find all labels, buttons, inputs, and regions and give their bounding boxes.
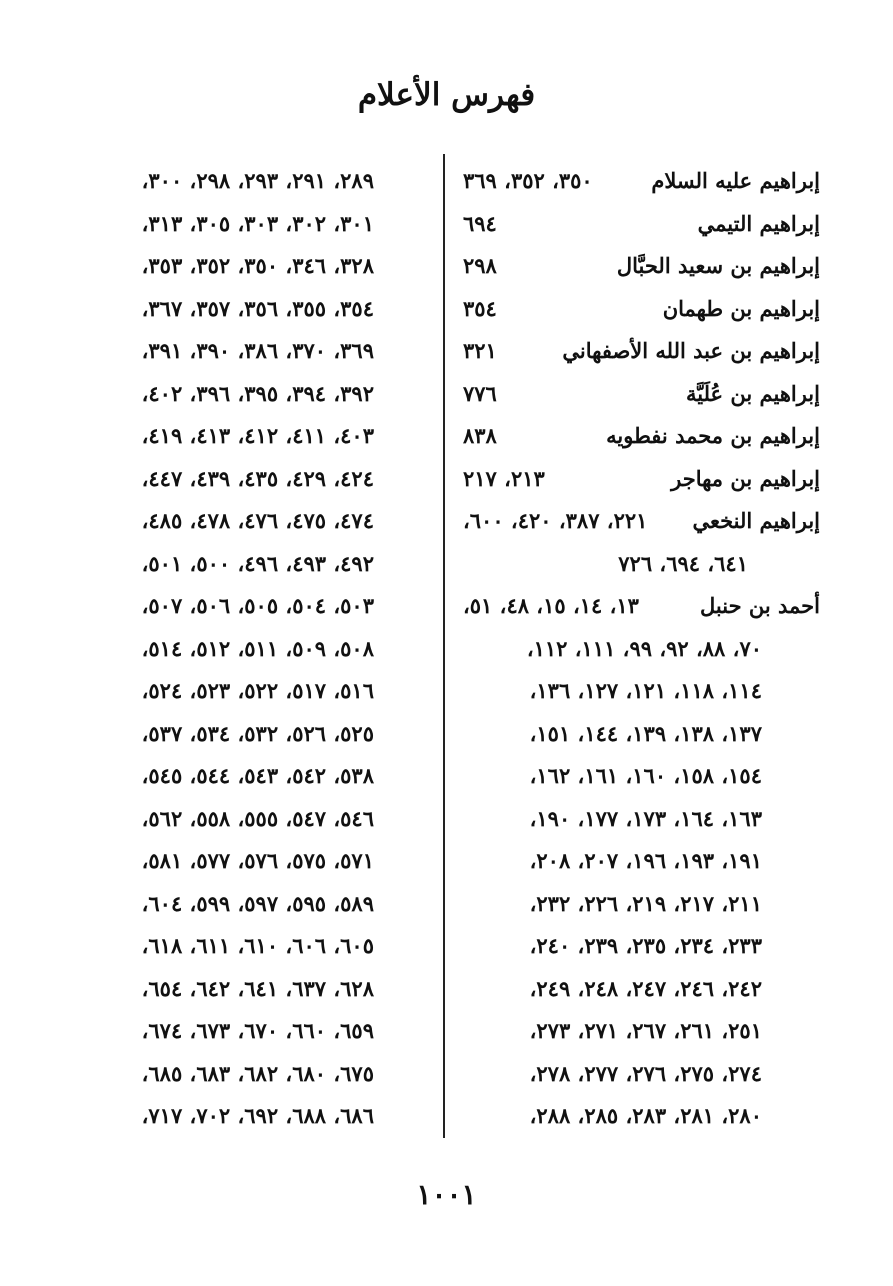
entry-pages: ٦٩٤ [463,210,497,236]
index-entry [455,458,820,501]
entry-pages-continuation: ٢٨٠، ٢٨١، ٢٨٣، ٢٨٥، ٢٨٨، [529,1103,762,1128]
page-numbers-row: ٥٧١، ٥٧٥، ٥٧٦، ٥٧٧، ٥٨١، [141,848,374,873]
entry-pages: ٢١٣، ٢١٧ [463,465,545,491]
index-entry [455,373,820,416]
entry-name: إبراهيم بن طهمان [662,295,820,321]
entry-name: إبراهيم النخعي [692,508,820,533]
pages-column [70,160,374,1138]
entry-name: إبراهيم بن عُلَيَّة [685,380,820,406]
entry-pages-continuation: ١٥٤، ١٥٨، ١٦٠، ١٦١، ١٦٢، [529,763,762,788]
page-numbers-row: ٦٠٥، ٦٠٦، ٦١٠، ٦١١، ٦١٨، [141,933,374,958]
index-entry [455,330,820,373]
page-numbers-row: ٦٨٦، ٦٨٨، ٦٩٢، ٧٠٢، ٧١٧، [141,1103,374,1128]
page-numbers-row: ٣٩٢، ٣٩٤، ٣٩٥، ٣٩٦، ٤٠٢، [141,380,374,406]
index-entry [455,245,820,288]
page-numbers-row: ٥٠٨، ٥٠٩، ٥١١، ٥١٢، ٥١٤، [141,635,374,661]
page-numbers-row: ٣٥٤، ٣٥٥، ٣٥٦، ٣٥٧، ٣٦٧، [141,295,374,321]
page-numbers-row: ٣٦٩، ٣٧٠، ٣٨٦، ٣٩٠، ٣٩١، [141,338,374,363]
index-entry [455,415,820,458]
entry-name: إبراهيم بن محمد نفطويه [606,423,820,448]
entry-pages-continuation: ١٣٧، ١٣٨، ١٣٩، ١٤٤، ١٥١، [529,720,762,746]
page-numbers-row: ٥٣٨، ٥٤٢، ٥٤٣، ٥٤٤، ٥٤٥، [141,763,374,788]
entry-pages: ٢٢١، ٣٨٧، ٤٢٠، ٦٠٠، [463,508,648,533]
page-numbers-row: ٣٠١، ٣٠٢، ٣٠٣، ٣٠٥، ٣١٣، [141,210,374,236]
entry-pages-continuation: ٢٧٤، ٢٧٥، ٢٧٦، ٢٧٧، ٢٧٨، [529,1060,762,1086]
entry-pages: ٣٥٤ [463,295,497,321]
entry-pages: ٢٩٨ [463,253,497,278]
page-number: ١٠٠١ [416,1178,477,1211]
page-numbers-row: ٢٨٩، ٢٩١، ٢٩٣، ٢٩٨، ٣٠٠، [141,168,374,193]
column-divider [443,154,445,1138]
entry-pages-continuation: ٢٣٣، ٢٣٤، ٢٣٥، ٢٣٩، ٢٤٠، [529,933,762,958]
entry-pages-continuation: ٢٥١، ٢٦١، ٢٦٧، ٢٧١، ٢٧٣، [529,1018,762,1043]
entry-name: إبراهيم بن مهاجر [671,465,820,491]
entry-pages-continuation: ٧٠، ٨٨، ٩٢، ٩٩، ١١١، ١١٢، [526,635,762,661]
entry-name: إبراهيم بن سعيد الحبَّال [616,253,820,278]
entry-pages-continuation: ٢١١، ٢١٧، ٢١٩، ٢٢٦، ٢٣٢، [529,890,762,916]
page-numbers-row: ٤٠٣، ٤١١، ٤١٢، ٤١٣، ٤١٩، [141,423,374,448]
page-numbers-row: ٤٩٢، ٤٩٣، ٤٩٦، ٥٠٠، ٥٠١، [141,550,374,576]
entry-pages: ٣٥٠، ٣٥٢، ٣٦٩ [463,168,593,193]
page-numbers-row: ٥٠٣، ٥٠٤، ٥٠٥، ٥٠٦، ٥٠٧، [141,593,374,618]
entry-name: إبراهيم عليه السلام [651,168,820,193]
entry-name: إبراهيم بن عبد الله الأصفهاني [562,338,820,363]
entry-pages-continuation: ١٦٣، ١٦٤، ١٧٣، ١٧٧، ١٩٠، [529,805,762,831]
page-numbers-row: ٦٧٥، ٦٨٠، ٦٨٢، ٦٨٣، ٦٨٥، [141,1060,374,1086]
page-numbers-row: ٦٢٨، ٦٣٧، ٦٤١، ٦٤٢، ٦٥٤، [141,975,374,1001]
entry-name: أحمد بن حنبل [700,593,820,618]
entry-pages-continuation: ٢٤٢، ٢٤٦، ٢٤٧، ٢٤٨، ٢٤٩، [529,975,762,1001]
entry-name: إبراهيم التيمي [697,210,820,236]
entry-pages-continuation: ١١٤، ١١٨، ١٢١، ١٢٧، ١٣٦، [529,678,762,703]
entry-pages: ١٣، ١٤، ١٥، ٤٨، ٥١، [463,593,639,618]
names-column [455,160,820,1138]
page-numbers-row: ٥٨٩، ٥٩٥، ٥٩٧، ٥٩٩، ٦٠٤، [141,890,374,916]
page-numbers-row: ٣٢٨، ٣٤٦، ٣٥٠، ٣٥٢، ٣٥٣، [141,253,374,278]
entry-pages-continuation: ١٩١، ١٩٣، ١٩٦، ٢٠٧، ٢٠٨، [529,848,762,873]
page-numbers-row: ٤٢٤، ٤٢٩، ٤٣٥، ٤٣٩، ٤٤٧، [141,465,374,491]
index-entry [455,585,820,628]
page-title: فهرس الأعلام [357,77,536,113]
entry-pages: ٧٧٦ [463,380,497,406]
index-entry [455,288,820,331]
page-numbers-row: ٥٤٦، ٥٤٧، ٥٥٥، ٥٥٨، ٥٦٢، [141,805,374,831]
entry-pages-continuation: ٦٤١، ٦٩٤، ٧٢٦ [618,550,748,576]
page-numbers-row: ٥٢٥، ٥٢٦، ٥٣٢، ٥٣٤، ٥٣٧، [141,720,374,746]
index-entry [455,160,820,203]
entry-pages: ٨٣٨ [463,423,497,448]
index-entry [455,500,820,543]
entry-pages: ٣٢١ [463,338,497,363]
index-entry [455,203,820,246]
page-numbers-row: ٤٧٤، ٤٧٥، ٤٧٦، ٤٧٨، ٤٨٥، [141,508,374,533]
page-numbers-row: ٦٥٩، ٦٦٠، ٦٧٠، ٦٧٣، ٦٧٤، [141,1018,374,1043]
page-numbers-row: ٥١٦، ٥١٧، ٥٢٢، ٥٢٣، ٥٢٤، [141,678,374,703]
